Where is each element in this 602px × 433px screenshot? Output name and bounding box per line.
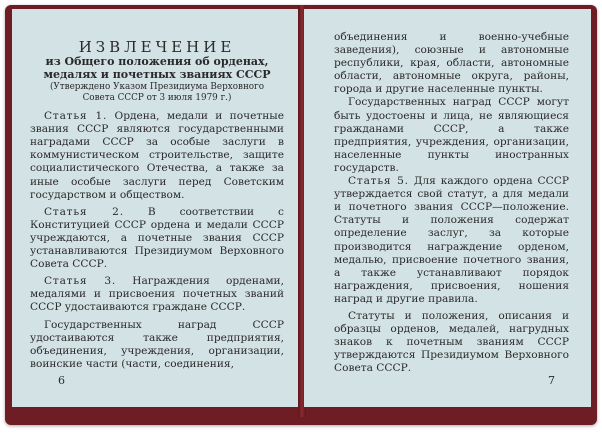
right-page-content bbox=[334, 31, 569, 375]
continued-paragraph: объединения и военно-учебные заведения), союзные и автономные республики, края, области, автономные области, автономные округа, районы, города и другие населенные пункты. bbox=[334, 31, 569, 96]
approval-line-2: Совета СССР от 3 июля 1979 г.) bbox=[82, 92, 232, 103]
paragraph-4: Государственных наград СССР удостаиваются также предприятия, объединения, учреждения, организации, воинские части (части, соединения, bbox=[30, 318, 284, 370]
article-2-text: В соответствии с Конституцией СССР ордена и медали СССР учреждаются, а почетные звания СССР устанавливаются Президиумом Верховного Совета СССР. bbox=[30, 205, 284, 271]
article-3-text: Награждения орденами, медалями и присвоения почетных званий СССР удостаиваются граждане СССР. bbox=[30, 275, 284, 314]
approval-note bbox=[30, 82, 284, 103]
left-page-content bbox=[30, 29, 284, 371]
article-3-label: Статья 3. bbox=[44, 275, 117, 288]
right-page bbox=[304, 9, 591, 407]
left-page bbox=[12, 9, 300, 407]
article-1-label: Статья 1. bbox=[44, 110, 108, 123]
article-1-text: Ордена, медали и почетные звания СССР являются государственными наградами СССР за особые заслуги в коммунистическом строительстве, защите социалистического Отечества, а также за иные особые заслуги перед Советским государством и обществом. bbox=[30, 110, 284, 201]
article-2 bbox=[30, 206, 284, 271]
article-5 bbox=[334, 175, 569, 306]
approval-line-1: (Утверждено Указом Президиума Верховного bbox=[49, 82, 265, 93]
subtitle-line-2: медалях и почетных званиях СССР bbox=[43, 67, 271, 81]
paragraph-statutes: Статуты и положения, описания и образцы орденов, медалей, нагрудных знаков к почетным званиям СССР утверждаются Президиумом Верховного Совета СССР. bbox=[334, 309, 569, 375]
page-number-left: 6 bbox=[58, 374, 65, 387]
article-1 bbox=[30, 110, 284, 202]
paragraph-foreign: Государственных наград СССР могут быть удостоены и лица, не являющиеся гражданами СССР, а также предприятия, учреждения, организации, населенные пункты иностранных государств. bbox=[334, 96, 569, 174]
page-number-right: 7 bbox=[548, 374, 555, 387]
article-2-label: Статья 2. bbox=[44, 205, 124, 218]
article-5-label: Статья 5. bbox=[348, 175, 409, 188]
document-title: ИЗВЛЕЧЕНИЕ bbox=[78, 38, 236, 56]
subtitle-line-1: из Общего положения об орденах, bbox=[45, 55, 269, 69]
article-5-text: Для каждого ордена СССР утверждается свой статут, а для медали и почетного звания СССР—положение. Статуты и положения содержат определение заслуг, за которые производится награждение орденом, медалью, присвоение почетного звания, а также устанавливают порядок награждения, присвоения, ношения наград и другие правила. bbox=[334, 175, 569, 305]
article-3 bbox=[30, 275, 284, 314]
